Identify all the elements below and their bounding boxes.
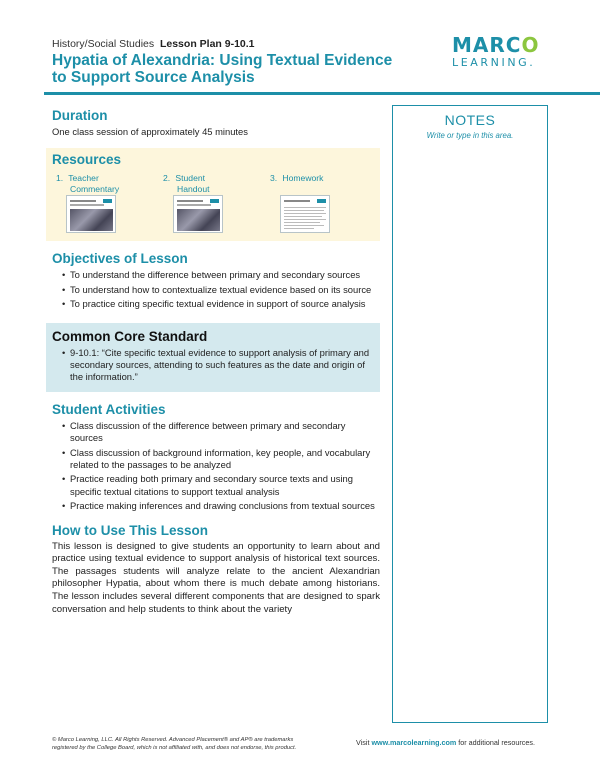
list-item: • Practice making inferences and drawing conclusions from textual sources [62,500,380,512]
copyright-line-2: registered by the College Board, which is not affiliated with, and does not endorse, this product. [52,744,297,751]
resource-label: Student [175,173,206,184]
copyright [52,737,372,752]
activities-heading: Student Activities [52,401,166,417]
activities-list [62,420,380,513]
objectives-heading: Objectives of Lesson [52,251,188,267]
main-content [52,104,380,616]
list-item: • Class discussion of background information, key people, and vocabulary related to the passages to be analyzed [62,447,380,472]
resource-item[interactable] [52,173,155,233]
logo-top-b: O [521,33,540,57]
copyright-line-1: © Marco Learning, LLC. All Rights Reserved. Advanced Placement® and AP® are trademarks [52,737,294,743]
objectives-list [62,269,380,310]
resources-section [46,148,380,241]
list-item: • To understand the difference between primary and secondary sources [62,269,380,281]
visit-text [356,738,535,747]
title-line-2: to Support Source Analysis [52,69,255,86]
standard-list [62,347,372,384]
plan-label: Lesson Plan [159,38,222,50]
resource-number: 2. [163,173,171,184]
notes-title: NOTES [444,112,496,128]
list-item: • Practice reading both primary and secondary source texts and using specific textual citations to support textual analysis [62,473,380,498]
standard-heading: Common Core Standard [52,328,208,344]
website-link[interactable]: www.marcolearning.com [371,738,457,747]
list-item: • 9-10.1: “Cite specific textual evidence to support analysis of primary and secondary sources, attending to such features as the date and origin of the information.” [62,347,372,384]
marco-learning-logo [452,34,562,78]
list-item: • To practice citing specific textual evidence in support of source analysis [62,298,380,310]
howto-text: This lesson is designed to give students an opportunity to learn about and practice using textual evidence to support analysis of historical text sources. The passages students will analyze relate to the ancient Alexandrian philosopher Hypatia, about whom there is much debate among historians. The lesson includes several different components that are designed to spark conversation and help students to think about the variety [52,540,380,615]
resource-item[interactable] [159,173,262,233]
plan-number: 9-10.1 [224,38,255,50]
notes-area[interactable] [392,105,548,723]
header-divider [44,92,600,95]
logo-bottom: LEARNING. [452,56,536,69]
common-core-section [46,323,380,392]
howto-heading: How to Use This Lesson [52,522,209,538]
notes-hint: Write or type in this area. [426,131,514,140]
resources-heading: Resources [52,152,122,168]
duration-section [52,108,380,138]
resource-label-line2: Commentary [70,183,120,194]
logo-top-a: MARC [452,33,522,57]
resource-number: 3. [270,173,278,184]
duration-text: One class session of approximately 45 minutes [52,126,248,137]
title-line-1: Hypatia of Alexandria: Using Textual Evidence [52,52,393,69]
resource-label: Teacher [68,173,99,184]
objectives-section [52,251,380,310]
list-item: • To understand how to contextualize textual evidence based on its source [62,284,380,296]
resource-label-line2: Handout [177,183,210,194]
resource-item[interactable] [266,173,369,233]
student-handout-thumbnail[interactable] [173,195,223,233]
visit-suffix: for additional resources. [458,738,535,747]
teacher-commentary-thumbnail[interactable] [66,195,116,233]
subject: History/Social Studies [52,38,155,50]
resource-number: 1. [56,173,64,184]
list-item: • Class discussion of the difference between primary and secondary sources [62,420,380,445]
visit-prefix: Visit [356,738,370,747]
how-to-section [52,523,380,617]
resource-label: Homework [282,173,324,184]
homework-thumbnail[interactable] [280,195,330,233]
duration-heading: Duration [52,108,108,123]
activities-section [52,402,380,513]
